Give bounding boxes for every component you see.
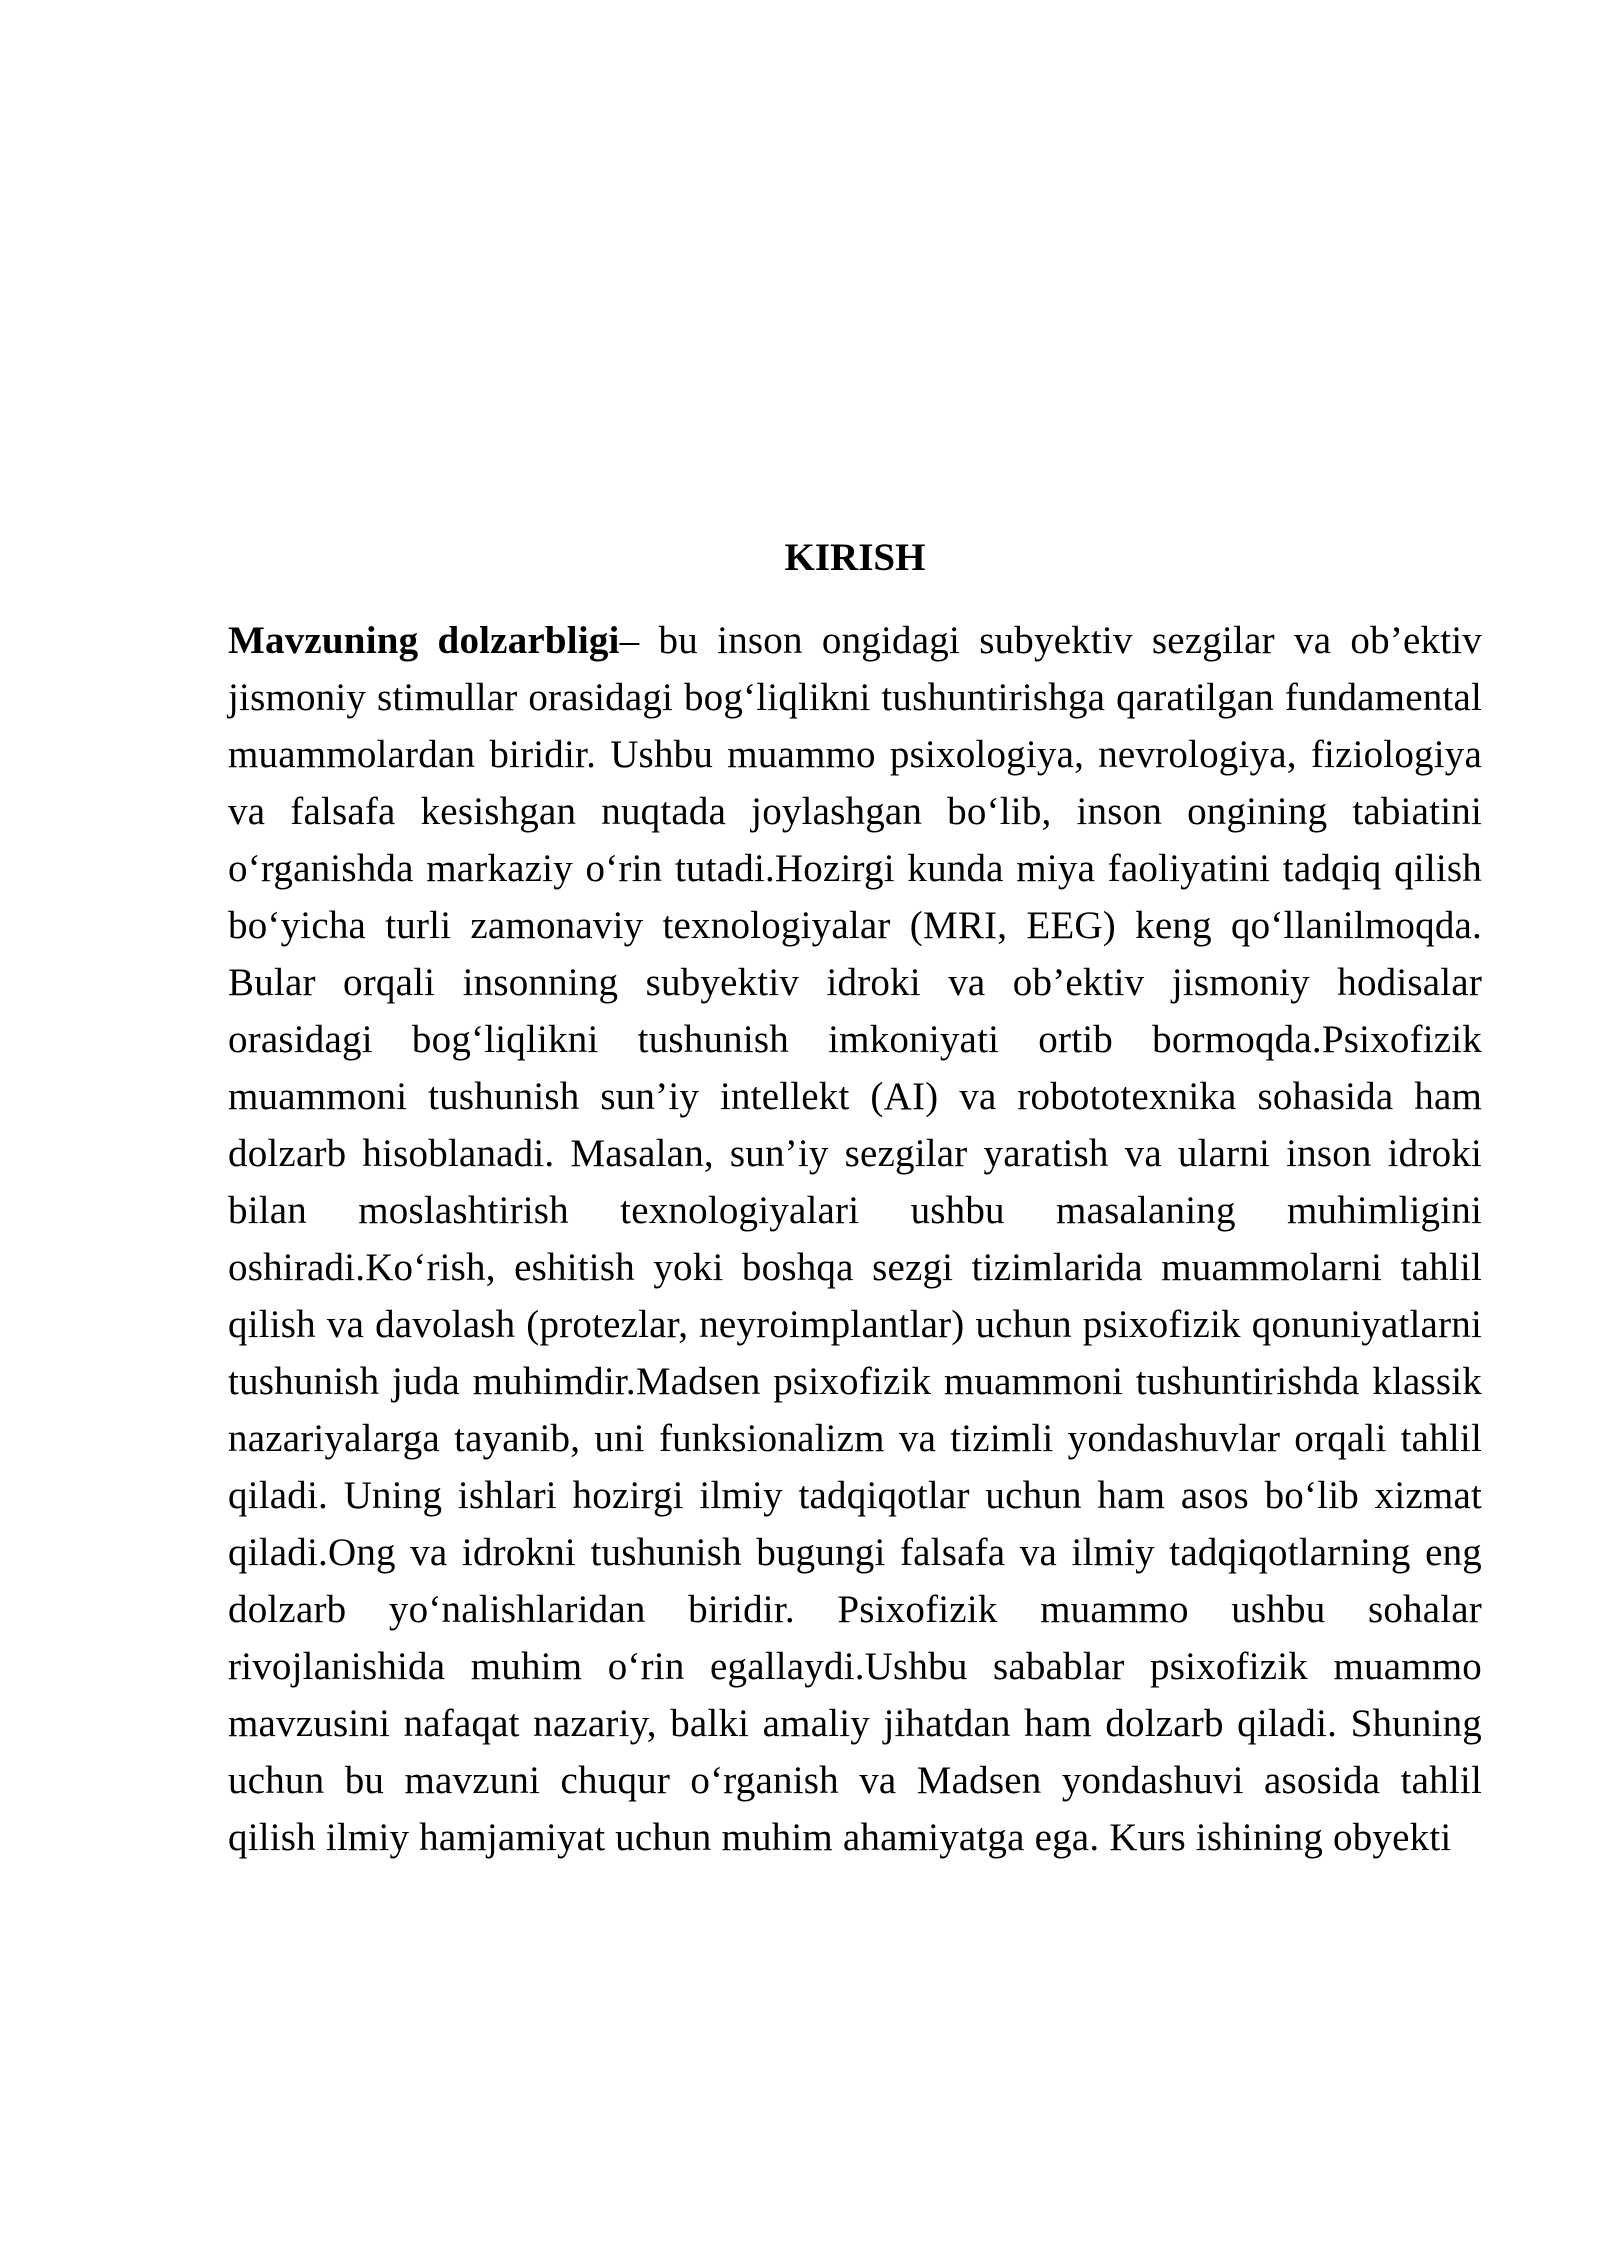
section-heading: KIRISH — [784, 536, 926, 579]
paragraph-lead: Mavzuning dolzarbligi — [228, 619, 620, 662]
body-paragraph — [228, 612, 1482, 1866]
paragraph-text: – bu inson ongidagi subyektiv sezgilar va ob’ektiv jismoniy stimullar orasidagi bog‘liqlikni tushuntirishga qaratilgan fundamental muammolardan biridir. Ushbu muammo psixologiya, nevrologiya, fiziologiya va falsafa kesishgan nuqtada joylashgan bo‘lib, inson ongining tabiatini o‘rganishda markaziy o‘rin tutadi.Hozirgi kunda miya faoliyatini tadqiq qilish bo‘yicha turli zamonaviy texnologiyalar (MRI, EEG) keng qo‘llanilmoqda. Bular orqali insonning subyektiv idroki va ob’ektiv jismoniy hodisalar orasidagi bog‘liqlikni tushunish imkoniyati ortib bormoqda.Psixofizik muammoni tushunish sun’iy intellekt (AI) va robototexnika sohasida ham dolzarb hisoblanadi. Masalan, sun’iy sezgilar yaratish va ularni inson idroki bilan moslashtirish texnologiyalari ushbu masalaning muhimligini oshiradi.Ko‘rish, eshitish yoki boshqa sezgi tizimlarida muammolarni tahlil qilish va davolash (protezlar, neyroimplantlar) uchun psixofizik qonuniyatlarni tushunish juda muhimdir.Madsen psixofizik muammoni tushuntirishda klassik nazariyalarga tayanib, uni funksionalizm va tizimli yondashuvlar orqali tahlil qiladi. Uning ishlari hozirgi ilmiy tadqiqotlar uchun ham asos bo‘lib xizmat qiladi.Ong va idrokni tushunish bugungi falsafa va ilmiy tadqiqotlarning eng dolzarb yo‘nalishlaridan biridir. Psixofizik muammo ushbu sohalar rivojlanishida muhim o‘rin egallaydi.Ushbu sabablar psixofizik muammo mavzusini nafaqat nazariy, balki amaliy jihatdan ham dolzarb qiladi. Shuning uchun bu mavzuni chuqur o‘rganish va Madsen yondashuvi asosida tahlil qilish ilmiy hamjamiyat uchun muhim ahamiyatga ega. Kurs ishining obyekti — [228, 619, 1482, 1859]
